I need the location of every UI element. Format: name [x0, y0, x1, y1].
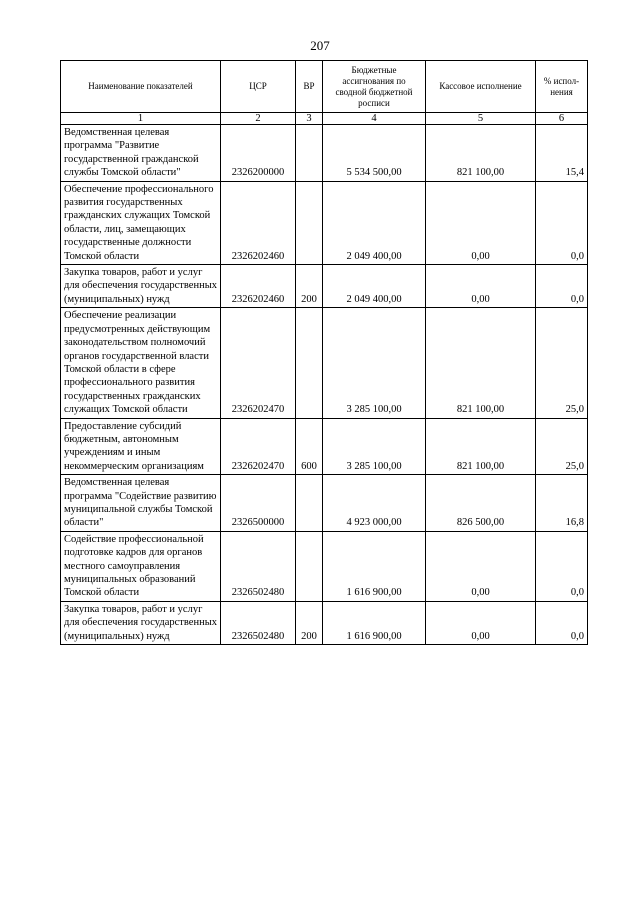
header-vr: ВР: [296, 61, 323, 113]
row-vr: [296, 531, 323, 601]
header-allocations: Бюджетные ассигнования по сводной бюджетной росписи: [323, 61, 426, 113]
table-row: [61, 181, 588, 264]
row-vr: 600: [296, 418, 323, 475]
table-row: [61, 308, 588, 418]
header-percent: % испол-нения: [536, 61, 588, 113]
row-name: Обеспечение профессионального развития государственных гражданских служащих Томской области, лиц, замещающих государственные должности Томской области: [61, 181, 221, 264]
row-cash: 0,00: [426, 265, 536, 308]
row-csr: 2326202470: [221, 418, 296, 475]
budget-execution-table: [60, 60, 588, 645]
header-name: Наименование показателей: [61, 61, 221, 113]
row-name: Ведомственная целевая программа "Содействие развитию муниципальной службы Томской области": [61, 475, 221, 532]
column-number-row: [61, 113, 588, 125]
table-row: [61, 531, 588, 601]
row-cash: 826 500,00: [426, 475, 536, 532]
row-cash: 0,00: [426, 601, 536, 644]
row-vr: [296, 308, 323, 418]
table-row: [61, 418, 588, 475]
header-csr: ЦСР: [221, 61, 296, 113]
row-percent: 25,0: [536, 418, 588, 475]
row-percent: 16,8: [536, 475, 588, 532]
row-csr: 2326502480: [221, 601, 296, 644]
row-allocations: 3 285 100,00: [323, 308, 426, 418]
row-vr: 200: [296, 265, 323, 308]
row-allocations: 3 285 100,00: [323, 418, 426, 475]
table-row: [61, 475, 588, 532]
page-number: 207: [310, 38, 330, 53]
row-cash: 0,00: [426, 531, 536, 601]
row-percent: 15,4: [536, 125, 588, 182]
row-cash: 821 100,00: [426, 418, 536, 475]
table-row: [61, 265, 588, 308]
row-vr: [296, 181, 323, 264]
row-vr: [296, 125, 323, 182]
row-allocations: 1 616 900,00: [323, 531, 426, 601]
row-name: Содействие профессиональной подготовке кадров для органов местного самоуправления муниципальных образований Томской области: [61, 531, 221, 601]
row-vr: 200: [296, 601, 323, 644]
row-allocations: 5 534 500,00: [323, 125, 426, 182]
row-csr: 2326502480: [221, 531, 296, 601]
column-number: 5: [426, 113, 536, 125]
header-cash: Кассовое исполнение: [426, 61, 536, 113]
row-csr: 2326200000: [221, 125, 296, 182]
row-name: Закупка товаров, работ и услуг для обеспечения государственных (муниципальных) нужд: [61, 601, 221, 644]
row-allocations: 1 616 900,00: [323, 601, 426, 644]
row-name: Закупка товаров, работ и услуг для обеспечения государственных (муниципальных) нужд: [61, 265, 221, 308]
row-percent: 0,0: [536, 181, 588, 264]
row-allocations: 2 049 400,00: [323, 181, 426, 264]
table-row: [61, 125, 588, 182]
row-percent: 0,0: [536, 531, 588, 601]
row-percent: 25,0: [536, 308, 588, 418]
row-name: Ведомственная целевая программа "Развитие государственной гражданской службы Томской области": [61, 125, 221, 182]
row-percent: 0,0: [536, 265, 588, 308]
row-cash: 821 100,00: [426, 308, 536, 418]
row-csr: 2326202460: [221, 265, 296, 308]
row-allocations: 2 049 400,00: [323, 265, 426, 308]
column-number: 2: [221, 113, 296, 125]
column-number: 3: [296, 113, 323, 125]
row-csr: 2326202470: [221, 308, 296, 418]
row-name: Обеспечение реализации предусмотренных действующим законодательством полномочий органов государственной власти Томской области в сфере профессионального развития государственных гражданских служащих Томской области: [61, 308, 221, 418]
column-number: 4: [323, 113, 426, 125]
row-name: Предоставление субсидий бюджетным, автономным учреждениям и иным некоммерческим организациям: [61, 418, 221, 475]
row-cash: 0,00: [426, 181, 536, 264]
row-cash: 821 100,00: [426, 125, 536, 182]
column-number: 1: [61, 113, 221, 125]
row-csr: 2326202460: [221, 181, 296, 264]
row-vr: [296, 475, 323, 532]
row-allocations: 4 923 000,00: [323, 475, 426, 532]
table-row: [61, 601, 588, 644]
row-csr: 2326500000: [221, 475, 296, 532]
row-percent: 0,0: [536, 601, 588, 644]
header-row: [61, 61, 588, 113]
column-number: 6: [536, 113, 588, 125]
